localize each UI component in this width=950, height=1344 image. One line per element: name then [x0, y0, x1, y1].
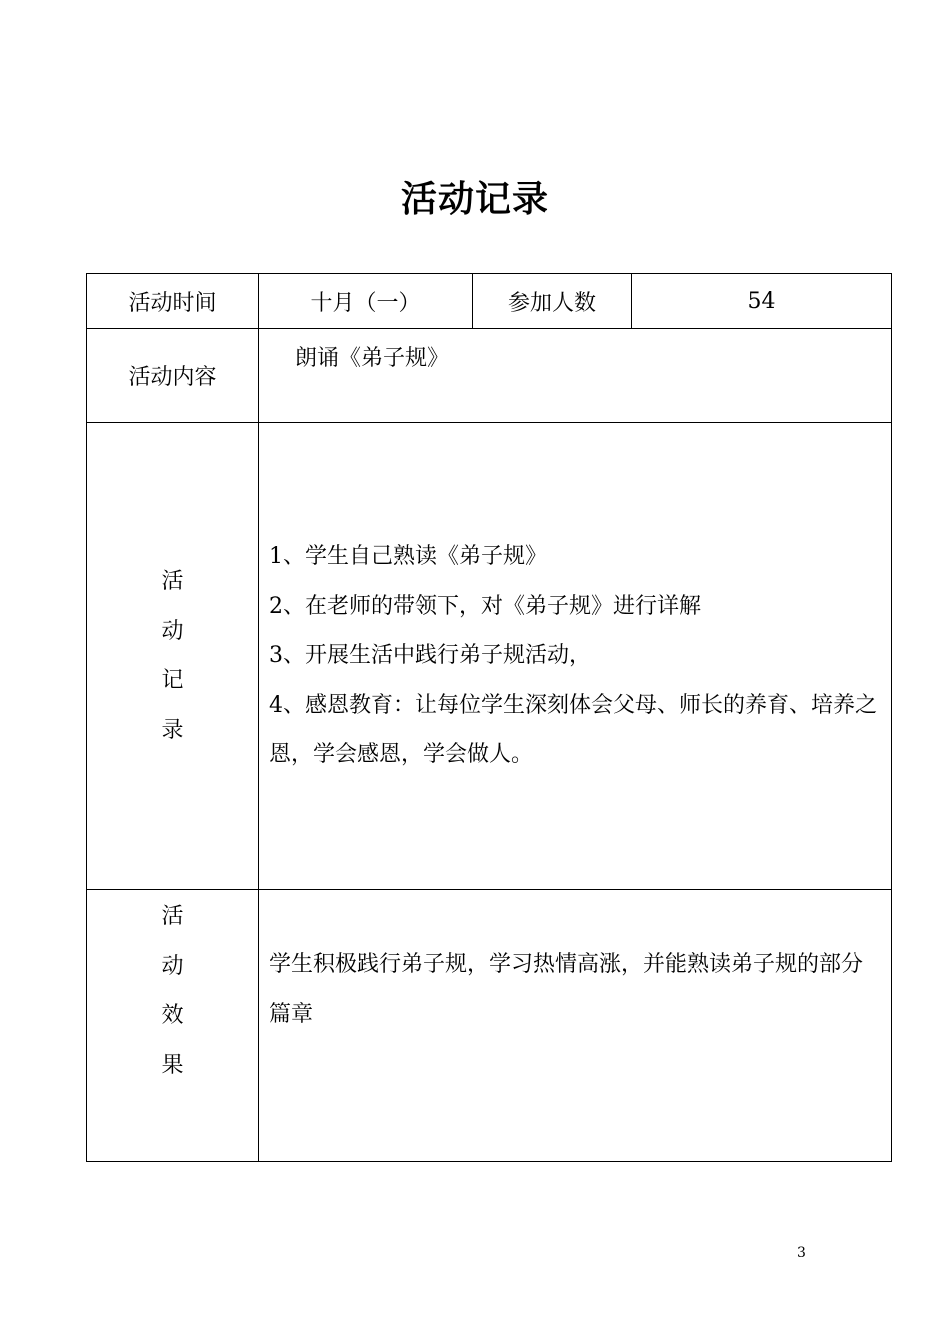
content-label: 活动内容: [87, 329, 259, 423]
effect-text: 学生积极践行弟子规，学习热情高涨，并能熟读弟子规的部分篇章: [269, 952, 864, 1027]
effect-label-char: 果: [161, 1052, 184, 1078]
effect-cell: [259, 890, 892, 1162]
table-row: [87, 274, 892, 329]
page-number: 3: [797, 1245, 806, 1261]
effect-label-char: 活: [161, 904, 184, 929]
record-list: [259, 423, 892, 890]
record-label-char: 动: [161, 618, 184, 644]
content-value: 朗诵《弟子规》: [259, 329, 892, 423]
table-row: [87, 329, 892, 423]
participants-value: 54: [632, 274, 892, 329]
activity-record-table: [86, 273, 892, 1162]
table-row: [87, 890, 892, 1162]
record-item: 2、在老师的带领下，对《弟子规》进行详解: [269, 593, 701, 619]
table-row: [87, 423, 892, 890]
time-value: 十月（一）: [259, 274, 473, 329]
effect-label: [87, 890, 259, 1162]
record-item: 3、开展生活中践行弟子规活动，: [269, 643, 591, 669]
effect-label-char: 效: [161, 1003, 184, 1028]
record-label-char: 录: [161, 717, 184, 743]
time-label: 活动时间: [87, 274, 259, 329]
record-label-char: 记: [161, 668, 184, 693]
record-label: [87, 423, 259, 890]
record-label-char: 活: [161, 569, 184, 594]
effect-label-char: 动: [161, 953, 184, 979]
record-item: 1、学生自己熟读《弟子规》: [269, 544, 547, 570]
record-item: 4、感恩教育：让每位学生深刻体会父母、师长的养育、培养之恩，学会感恩，学会做人。: [269, 692, 877, 768]
participants-label: 参加人数: [473, 274, 632, 329]
document-title: 活动记录: [400, 179, 549, 220]
